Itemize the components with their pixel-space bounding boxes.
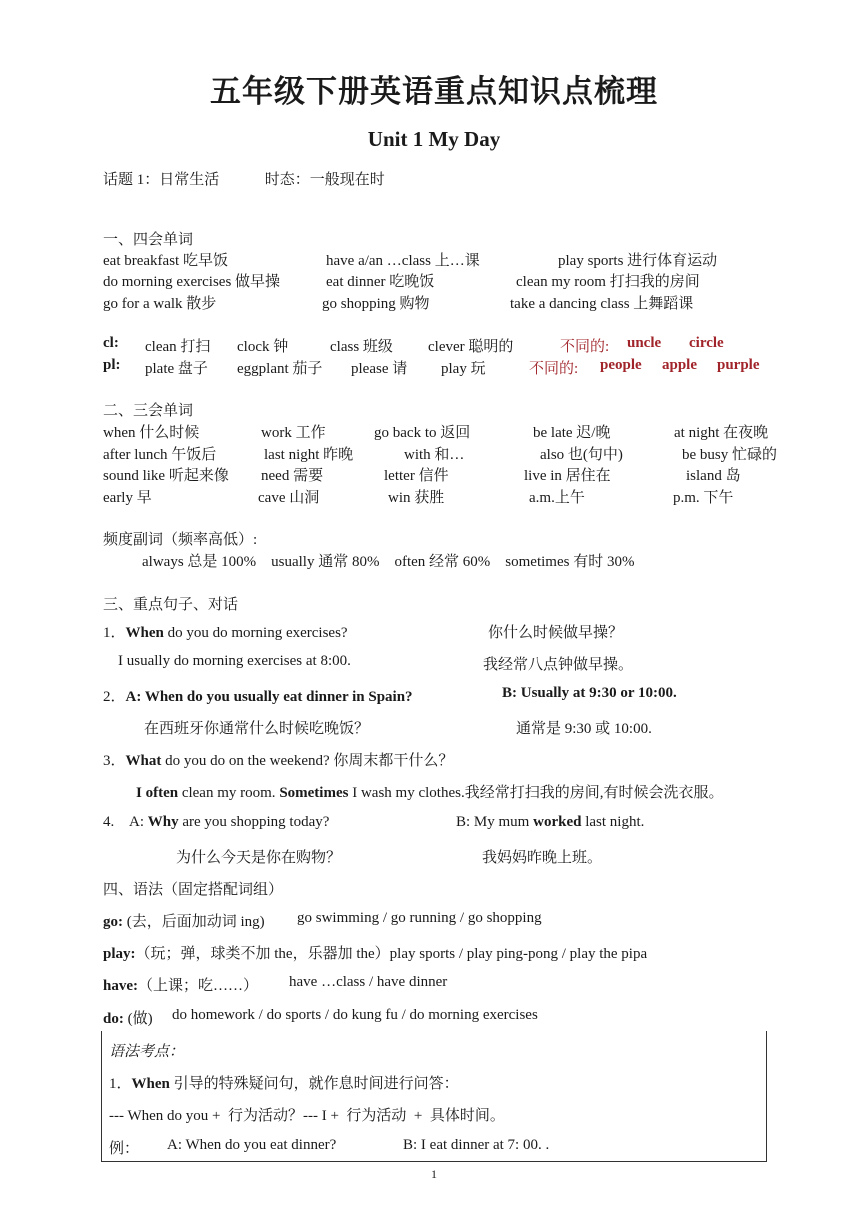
answer-2: B: Usually at 9:30 or 10:00. — [502, 685, 677, 701]
tense-value: 一般现在时 — [309, 172, 385, 188]
grammar-go-phrases: go swimming / go running / go shopping — [297, 910, 542, 926]
box-example-b: B: I eat dinner at 7: 00. . — [403, 1137, 550, 1153]
section-heading-2: 二、三会单词 — [103, 403, 194, 419]
word-item: clock 钟 — [237, 339, 289, 355]
word-item: go for a walk 散步 — [103, 296, 217, 312]
box-example-a: A: When do you eat dinner? — [167, 1137, 337, 1153]
diff-word: apple — [662, 357, 698, 373]
diff-label: 不同的: — [529, 361, 579, 377]
topic-line — [103, 168, 385, 189]
word-item: eat dinner 吃晚饭 — [326, 274, 435, 290]
diff-word: people — [600, 357, 642, 373]
word-item: after lunch 午饭后 — [103, 447, 217, 463]
grammar-do-phrases: do homework / do sports / do kung fu / do morning exercises — [172, 1007, 538, 1023]
word-item: cave 山洞 — [258, 490, 320, 506]
box-example-label: 例： — [109, 1141, 140, 1157]
section-heading-1: 一、四会单词 — [103, 232, 194, 248]
sentence-4-a: A: Why are you shopping today? — [129, 814, 330, 830]
page-title: 五年级下册英语重点知识点梳理 — [210, 74, 658, 110]
word-item: take a dancing class 上舞蹈课 — [510, 296, 694, 312]
word-item: please 请 — [351, 361, 408, 377]
diff-word: uncle — [627, 335, 662, 351]
word-item: be late 迟/晚 — [533, 425, 611, 441]
answer-2-cn: 通常是 9:30 或 10:00. — [516, 721, 652, 737]
word-item: play 玩 — [441, 361, 486, 377]
page-number: 1 — [431, 1167, 437, 1181]
answer-1-cn: 我经常八点钟做早操。 — [483, 657, 634, 673]
box-line-2: --- When do you + 行为活动？--- I + 行为活动 + 具体时间。 — [109, 1108, 505, 1124]
freq-line: always 总是 100% usually 通常 80% often 经常 60% sometimes 有时 30% — [142, 554, 635, 570]
word-item: have a/an …class 上…课 — [326, 253, 480, 269]
sentence-4-num: 4. — [103, 814, 115, 830]
topic-value: 日常生活 — [159, 172, 220, 188]
sentence-1: 1．When do you do morning exercises? — [103, 625, 348, 641]
answer-1: I usually do morning exercises at 8:00. — [118, 653, 351, 669]
word-item: go shopping 购物 — [322, 296, 430, 312]
word-item: play sports 进行体育运动 — [558, 253, 718, 269]
sentence-2-cn: 在西班牙你通常什么时候吃晚饭？ — [144, 721, 370, 737]
sentence-4-b-cn: 我妈妈昨晚上班。 — [482, 850, 603, 866]
word-item: a.m.上午 — [529, 490, 585, 506]
word-item: clean 打扫 — [145, 339, 211, 355]
word-item: work 工作 — [261, 425, 326, 441]
word-item: last night 昨晚 — [264, 447, 354, 463]
word-item: plate 盘子 — [145, 361, 208, 377]
word-item: clean my room 打扫我的房间 — [516, 274, 700, 290]
sentence-4-b: B: My mum worked last night. — [456, 814, 645, 830]
box-title: 语法考点： — [109, 1044, 185, 1060]
section-heading-4: 四、语法（固定搭配词组） — [103, 882, 284, 898]
sentence-1-cn: 你什么时候做早操？ — [488, 625, 624, 641]
word-item: win 获胜 — [388, 490, 445, 506]
word-item: go back to 返回 — [374, 425, 471, 441]
sentence-4-a-cn: 为什么今天是你在购物？ — [176, 850, 342, 866]
word-item: early 早 — [103, 490, 152, 506]
diff-word: purple — [717, 357, 760, 373]
pl-label: pl: — [103, 357, 121, 373]
tense-label: 时态： — [264, 172, 310, 188]
grammar-have-phrases: have …class / have dinner — [289, 974, 448, 990]
grammar-do: do: (做) — [103, 1011, 153, 1027]
grammar-play: play:（玩；弹，球类不加 the，乐器加 the）play sports / play ping-pong / play the pipa — [103, 946, 648, 962]
unit-title: Unit 1 My Day — [367, 127, 501, 151]
diff-label: 不同的: — [560, 339, 610, 355]
word-item: also 也(句中) — [540, 447, 623, 463]
word-item: p.m. 下午 — [673, 490, 734, 506]
cl-label: cl: — [103, 335, 119, 351]
word-item: when 什么时候 — [103, 425, 200, 441]
word-item: class 班级 — [330, 339, 393, 355]
word-item: be busy 忙碌的 — [682, 447, 777, 463]
word-item: with 和… — [404, 447, 465, 463]
sentence-2: 2．A: When do you usually eat dinner in Spain? — [103, 689, 413, 705]
word-item: letter 信件 — [384, 468, 449, 484]
word-item: eat breakfast 吃早饭 — [103, 253, 228, 269]
freq-heading: 频度副词（频率高低）: — [103, 532, 258, 548]
topic-label: 话题 1： — [103, 172, 160, 188]
word-item: clever 聪明的 — [428, 339, 514, 355]
section-heading-3: 三、重点句子、对话 — [103, 597, 239, 613]
word-item: sound like 听起来像 — [103, 468, 229, 484]
word-item: eggplant 茄子 — [237, 361, 323, 377]
grammar-have: have:（上课；吃……） — [103, 978, 259, 994]
word-item: do morning exercises 做早操 — [103, 274, 281, 290]
diff-word: circle — [689, 335, 724, 351]
word-item: island 岛 — [686, 468, 741, 484]
word-item: live in 居住在 — [524, 468, 611, 484]
box-line-1: 1．When 引导的特殊疑问句，就作息时间进行问答： — [109, 1076, 459, 1092]
sentence-3: 3．What do you do on the weekend? 你周末都干什么？ — [103, 753, 454, 769]
answer-3: I often clean my room. Sometimes I wash my clothes.我经常打扫我的房间,有时候会洗衣服。 — [136, 785, 724, 801]
word-item: need 需要 — [261, 468, 324, 484]
grammar-go: go: (去，后面加动词 ing) — [103, 914, 265, 930]
word-item: at night 在夜晚 — [674, 425, 769, 441]
